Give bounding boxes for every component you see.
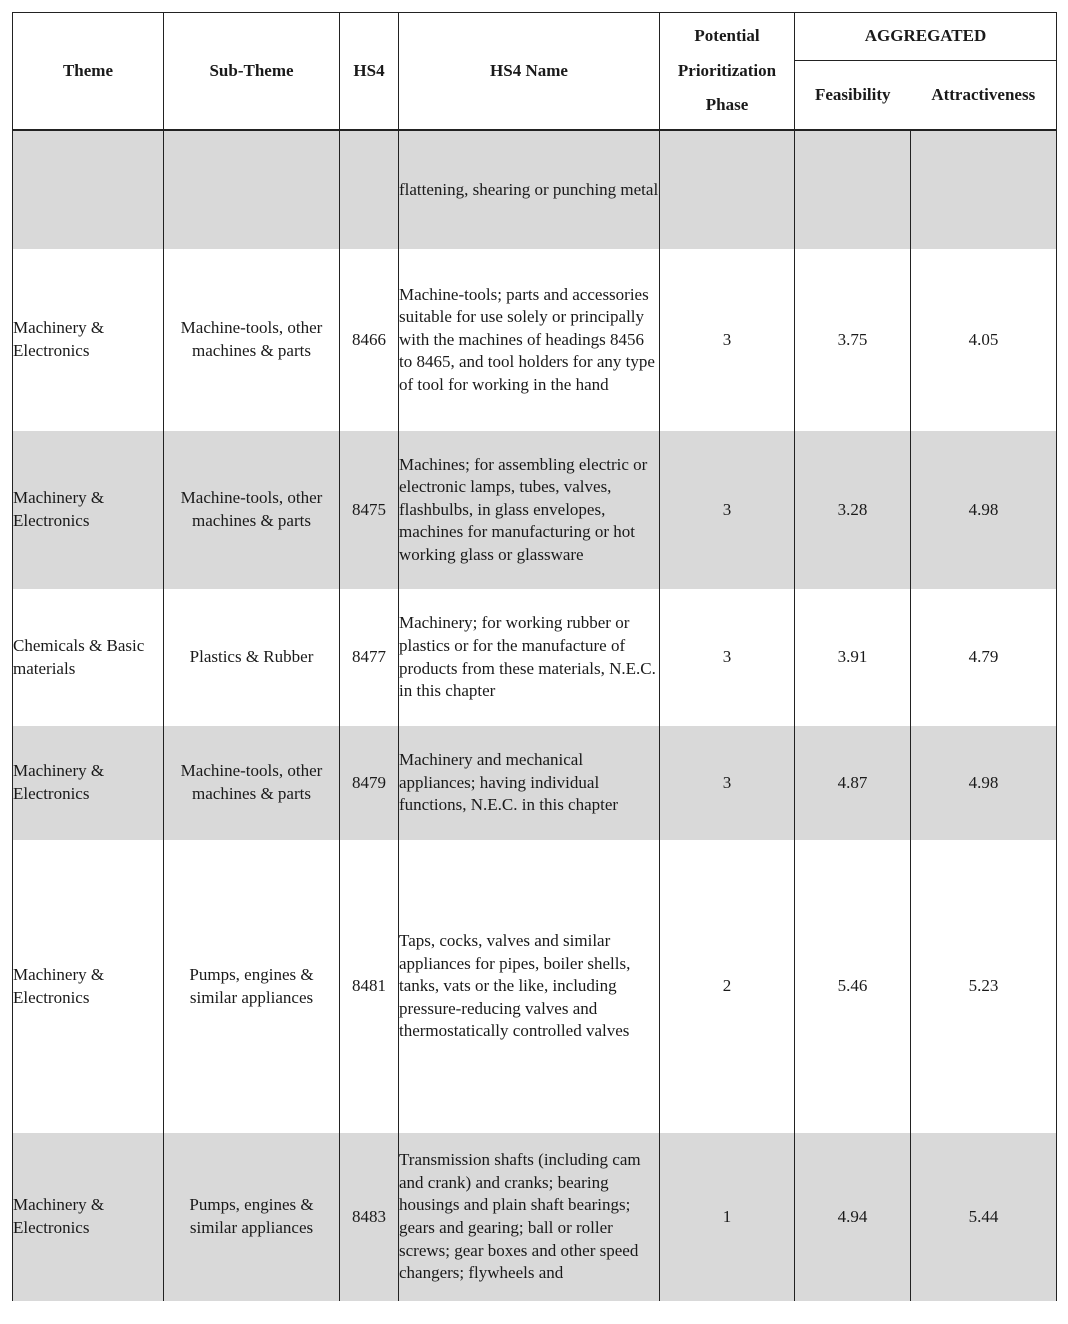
cell-phase <box>660 130 795 249</box>
header-attractiveness: Attractiveness <box>911 61 1057 131</box>
header-theme: Theme <box>13 13 164 131</box>
cell-feasibility: 4.94 <box>795 1133 911 1301</box>
cell-attractiveness <box>911 130 1057 249</box>
cell-hs4-name: Taps, cocks, valves and similar appliances for pipes, boiler shells, tanks, vats or the like, including pressure-reducing valves and thermostatically controlled valves <box>399 840 660 1133</box>
cell-hs4: 8479 <box>340 726 399 840</box>
cell-hs4-name: Machine-tools; parts and accessories suitable for use solely or principally with the machines of headings 8456 to 8465, and tool holders for any type of tool for working in the hand <box>399 249 660 431</box>
header-phase-line-1: Potential <box>694 26 760 46</box>
cell-hs4-name: Transmission shafts (including cam and crank) and cranks; bearing housings and plain shaft bearings; gears and gearing; ball or roller screws; gear boxes and other speed changers; flywheels and <box>399 1133 660 1301</box>
header-aggregated: AGGREGATED <box>795 13 1057 61</box>
cell-theme: Machinery & Electronics <box>13 726 164 840</box>
cell-phase: 3 <box>660 431 795 589</box>
cell-hs4-name: Machinery; for working rubber or plastics or for the manufacture of products from these materials, N.E.C. in this chapter <box>399 589 660 726</box>
table-row <box>13 249 1057 431</box>
cell-attractiveness: 4.98 <box>911 431 1057 589</box>
table-row <box>13 431 1057 589</box>
header-phase-line-2: Prioritization <box>677 60 777 80</box>
table-header <box>13 13 1057 131</box>
cell-phase: 1 <box>660 1133 795 1301</box>
cell-phase: 3 <box>660 589 795 726</box>
header-hs4-name: HS4 Name <box>399 13 660 131</box>
cell-attractiveness: 4.05 <box>911 249 1057 431</box>
table-row <box>13 840 1057 1133</box>
cell-theme: Machinery & Electronics <box>13 1133 164 1301</box>
cell-hs4: 8475 <box>340 431 399 589</box>
cell-attractiveness: 5.23 <box>911 840 1057 1133</box>
cell-theme <box>13 130 164 249</box>
header-feasibility: Feasibility <box>795 61 911 131</box>
header-phase-line-3: Phase <box>705 95 749 115</box>
hs4-prioritization-table <box>12 12 1057 1301</box>
cell-theme: Chemicals & Basic materials <box>13 589 164 726</box>
header-sub-theme: Sub-Theme <box>164 13 340 131</box>
cell-theme: Machinery & Electronics <box>13 431 164 589</box>
cell-attractiveness: 5.44 <box>911 1133 1057 1301</box>
cell-feasibility: 3.75 <box>795 249 911 431</box>
table-row-continued <box>13 130 1057 249</box>
header-potential-prioritization-phase <box>660 13 795 131</box>
cell-sub-theme: Pumps, engines & similar appliances <box>164 1133 340 1301</box>
cell-attractiveness: 4.98 <box>911 726 1057 840</box>
cell-feasibility: 4.87 <box>795 726 911 840</box>
cell-sub-theme: Machine-tools, other machines & parts <box>164 431 340 589</box>
cell-feasibility: 5.46 <box>795 840 911 1133</box>
cell-hs4: 8481 <box>340 840 399 1133</box>
table-body <box>13 130 1057 1301</box>
cell-phase: 2 <box>660 840 795 1133</box>
cell-sub-theme: Machine-tools, other machines & parts <box>164 726 340 840</box>
cell-phase: 3 <box>660 249 795 431</box>
cell-hs4 <box>340 130 399 249</box>
table-row <box>13 589 1057 726</box>
cell-phase: 3 <box>660 726 795 840</box>
table-row <box>13 726 1057 840</box>
cell-theme: Machinery & Electronics <box>13 840 164 1133</box>
header-hs4: HS4 <box>340 13 399 131</box>
cell-hs4-name: flattening, shearing or punching metal <box>399 130 660 249</box>
cell-hs4: 8483 <box>340 1133 399 1301</box>
cell-hs4-name: Machines; for assembling electric or electronic lamps, tubes, valves, flashbulbs, in glass envelopes, machines for manufacturing or hot working glass or glassware <box>399 431 660 589</box>
cell-feasibility <box>795 130 911 249</box>
cell-hs4: 8477 <box>340 589 399 726</box>
cell-attractiveness: 4.79 <box>911 589 1057 726</box>
cell-theme: Machinery & Electronics <box>13 249 164 431</box>
cell-hs4: 8466 <box>340 249 399 431</box>
cell-sub-theme: Pumps, engines & similar appliances <box>164 840 340 1133</box>
cell-sub-theme <box>164 130 340 249</box>
cell-hs4-name: Machinery and mechanical appliances; having individual functions, N.E.C. in this chapter <box>399 726 660 840</box>
cell-sub-theme: Plastics & Rubber <box>164 589 340 726</box>
table-row <box>13 1133 1057 1301</box>
cell-sub-theme: Machine-tools, other machines & parts <box>164 249 340 431</box>
cell-feasibility: 3.91 <box>795 589 911 726</box>
cell-feasibility: 3.28 <box>795 431 911 589</box>
